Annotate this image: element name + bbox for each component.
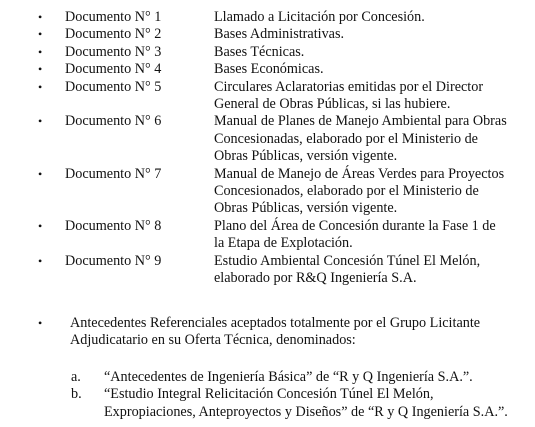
description-line: Concesionados, elaborado por el Ministerio de <box>214 183 479 200</box>
bullet-icon: • <box>38 79 43 94</box>
list-item <box>0 44 535 61</box>
bullet-icon: • <box>38 44 43 59</box>
description-line: Obras Públicas, versión vigente. <box>214 148 398 165</box>
document-number: Documento N° 9 <box>65 252 162 269</box>
description-line: Llamado a Licitación por Concesión. <box>214 9 425 25</box>
description-line: Bases Administrativas. <box>214 26 345 43</box>
description-line: Obras Públicas, versión vigente. <box>214 200 398 217</box>
document-description <box>214 44 529 61</box>
document-number: Documento N° 6 <box>65 113 162 130</box>
antecedentes-line: Adjudicatario en su Oferta Técnica, denominados: <box>70 332 356 349</box>
bullet-icon: • <box>38 114 43 129</box>
description-line: Concesionadas, elaborado por el Ministerio de <box>214 130 478 147</box>
document-description <box>214 166 529 218</box>
bullet-icon: • <box>38 27 43 42</box>
document-description <box>214 79 529 114</box>
document-number: Documento N° 4 <box>65 61 162 78</box>
description-line: Circulares Aclaratorias emitidas por el Director <box>214 78 484 95</box>
document-list <box>0 9 535 288</box>
antecedentes-text <box>70 315 535 350</box>
bullet-icon: • <box>38 10 43 24</box>
list-item <box>0 26 535 43</box>
document-description <box>214 61 529 78</box>
sub-item <box>0 386 535 421</box>
description-line: General de Obras Públicas, si las hubiere. <box>214 96 451 113</box>
description-line: la Etapa de Explotación. <box>214 235 353 252</box>
antecedentes-line: Antecedentes Referenciales aceptados totalmente por el Grupo Licitante <box>70 315 481 331</box>
bullet-icon: • <box>38 253 43 268</box>
list-item <box>0 113 535 165</box>
sub-item-letter: b. <box>71 386 82 403</box>
sub-item-list <box>0 369 535 421</box>
document-number: Documento N° 3 <box>65 43 162 60</box>
bullet-icon: • <box>38 62 43 77</box>
list-item <box>0 61 535 78</box>
document-description <box>214 26 529 43</box>
description-line: Bases Económicas. <box>214 61 324 78</box>
description-line: elaborado por R&Q Ingeniería S.A. <box>214 270 417 287</box>
document-number: Documento N° 1 <box>65 9 162 25</box>
document-number: Documento N° 2 <box>65 26 162 43</box>
sub-item-line: Expropiaciones, Anteproyectos y Diseños” de “R y Q Ingeniería S.A.”. <box>104 403 508 420</box>
description-line: Bases Técnicas. <box>214 43 305 60</box>
sub-item-text <box>104 369 535 386</box>
list-item <box>0 9 535 26</box>
sub-item-letter: a. <box>71 369 81 385</box>
list-item <box>0 166 535 218</box>
antecedentes-paragraph <box>0 315 535 350</box>
bullet-icon: • <box>38 316 43 330</box>
sub-item-line: “Antecedentes de Ingeniería Básica” de “R y Q Ingeniería S.A.”. <box>104 369 473 385</box>
list-item <box>0 218 535 253</box>
list-item <box>0 253 535 288</box>
document-number: Documento N° 8 <box>65 217 162 234</box>
sub-item <box>0 369 535 386</box>
document-number: Documento N° 5 <box>65 78 162 95</box>
description-line: Plano del Área de Concesión durante la Fase 1 de <box>214 217 496 234</box>
document-description <box>214 253 529 288</box>
document-description <box>214 9 529 26</box>
list-item <box>0 79 535 114</box>
bullet-icon: • <box>38 218 43 233</box>
description-line: Manual de Manejo de Áreas Verdes para Proyectos <box>214 165 505 182</box>
sub-item-text <box>104 386 535 421</box>
description-line: Estudio Ambiental Concesión Túnel El Melón, <box>214 252 481 269</box>
document-description <box>214 218 529 253</box>
document-description <box>214 113 529 165</box>
bullet-icon: • <box>38 166 43 181</box>
document-number: Documento N° 7 <box>65 165 162 182</box>
description-line: Manual de Planes de Manejo Ambiental para Obras <box>214 113 507 130</box>
sub-item-line: “Estudio Integral Relicitación Concesión Túnel El Melón, <box>104 386 434 403</box>
